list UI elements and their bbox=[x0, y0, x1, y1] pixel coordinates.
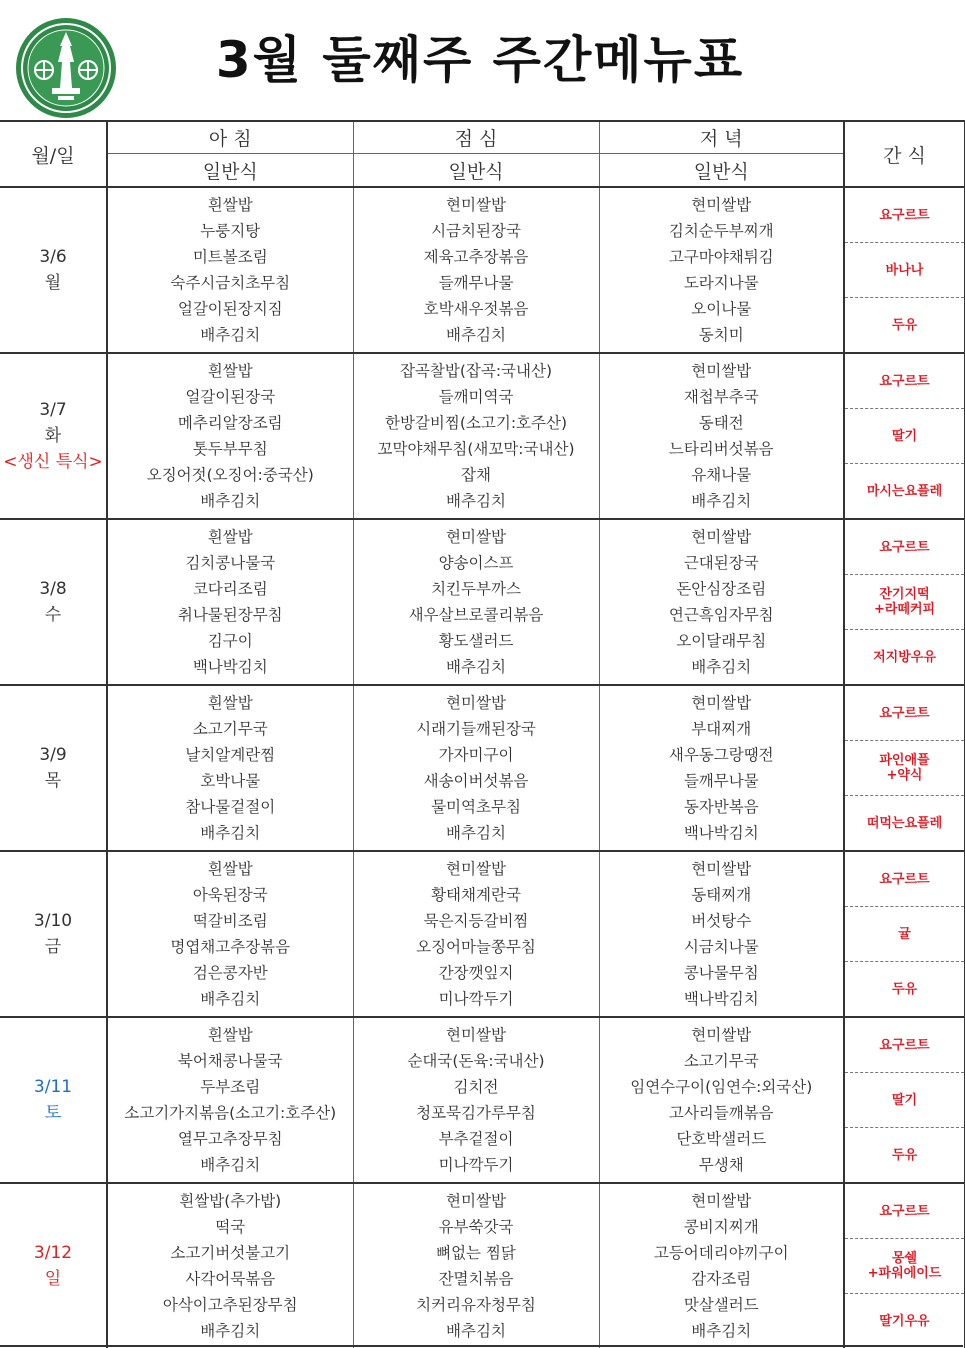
lunch-menu-item: 잡곡찰밥(잡곡:국내산) bbox=[399, 362, 553, 380]
snack-cell bbox=[844, 851, 965, 1017]
breakfast-menu-cell bbox=[107, 1017, 353, 1183]
breakfast-menu-cell bbox=[107, 519, 353, 685]
day-row bbox=[0, 1017, 965, 1183]
breakfast-menu-item: 얼갈이된장지짐 bbox=[177, 300, 283, 318]
dinner-menu-item: 무생채 bbox=[698, 1156, 744, 1174]
day-row bbox=[0, 1183, 965, 1348]
dinner-menu-item: 근대된장국 bbox=[683, 554, 759, 572]
dinner-menu-item: 백나박김치 bbox=[683, 990, 759, 1008]
breakfast-menu-item: 배추김치 bbox=[200, 1156, 261, 1174]
breakfast-menu-item: 김치콩나물국 bbox=[185, 554, 276, 572]
dinner-menu-item: 현미쌀밥 bbox=[691, 694, 752, 712]
table-bottom-border bbox=[0, 1345, 963, 1347]
snack-item bbox=[845, 520, 964, 574]
snack-label: 요구르트 bbox=[879, 1203, 930, 1219]
breakfast-menu-item: 배추김치 bbox=[200, 492, 261, 510]
lunch-menu-item: 김치전 bbox=[453, 1078, 499, 1096]
day-date-cell bbox=[0, 353, 107, 519]
snack-label: 요구르트 bbox=[879, 871, 930, 887]
breakfast-menu-item: 명엽채고추장볶음 bbox=[170, 938, 291, 956]
snack-label: 두유 bbox=[891, 981, 918, 997]
dinner-menu-item: 현미쌀밥 bbox=[691, 1192, 752, 1210]
lunch-menu-item: 뼈없는 찜닭 bbox=[436, 1244, 516, 1262]
lunch-menu-item: 새송이버섯볶음 bbox=[423, 772, 529, 790]
breakfast-menu-item: 아삭이고추된장무침 bbox=[162, 1296, 298, 1314]
breakfast-menu-item: 얼갈이된장국 bbox=[185, 388, 276, 406]
dinner-menu-item: 재첩부추국 bbox=[683, 388, 759, 406]
dinner-menu-cell bbox=[599, 685, 844, 851]
day-date-cell bbox=[0, 1183, 107, 1348]
day-weekday: 토 bbox=[44, 1103, 62, 1123]
snack-item bbox=[845, 463, 964, 518]
lunch-menu-item: 청포묵김가루무침 bbox=[416, 1104, 536, 1122]
breakfast-menu-item: 떡갈비조림 bbox=[192, 912, 268, 930]
lunch-menu-item: 치킨두부까스 bbox=[431, 580, 521, 598]
lunch-menu-item: 시금치된장국 bbox=[431, 222, 521, 240]
dinner-menu-item: 동치미 bbox=[698, 326, 744, 344]
lunch-menu-item: 배추김치 bbox=[446, 492, 506, 510]
lunch-type: 일반식 bbox=[353, 154, 599, 188]
snack-item bbox=[845, 408, 964, 463]
snack-item bbox=[845, 852, 964, 906]
emblem-logo-icon bbox=[14, 16, 118, 120]
breakfast-menu-item: 아욱된장국 bbox=[192, 886, 268, 904]
snack-cell bbox=[844, 1183, 965, 1348]
date-header: 월/일 bbox=[0, 121, 107, 187]
breakfast-menu-item: 흰쌀밥(추가밥) bbox=[179, 1192, 282, 1210]
lunch-menu-item: 잔멸치볶음 bbox=[438, 1270, 514, 1288]
lunch-menu-item: 묵은지등갈비찜 bbox=[423, 912, 529, 930]
snack-label: 요구르트 bbox=[879, 539, 930, 555]
lunch-menu-item: 오징어마늘쫑무침 bbox=[416, 938, 536, 956]
snack-label: 요구르트 bbox=[879, 705, 930, 721]
lunch-menu-item: 새우살브로콜리볶음 bbox=[408, 606, 544, 624]
day-weekday: 목 bbox=[44, 771, 62, 791]
breakfast-menu-item: 사각어묵볶음 bbox=[185, 1270, 276, 1288]
dinner-menu-item: 배추김치 bbox=[691, 658, 752, 676]
snack-label: 마시는요플레 bbox=[866, 483, 943, 499]
breakfast-menu-item: 날치알계란찜 bbox=[185, 746, 276, 764]
snack-item bbox=[845, 629, 964, 684]
breakfast-menu-item: 코다리조림 bbox=[192, 580, 268, 598]
dinner-menu-item: 고등어데리야끼구이 bbox=[653, 1244, 789, 1262]
lunch-menu-item: 한방갈비찜(소고기:호주산) bbox=[384, 414, 568, 432]
breakfast-menu-item: 누룽지탕 bbox=[200, 222, 261, 240]
lunch-menu-cell bbox=[353, 851, 599, 1017]
snack-item bbox=[845, 1184, 964, 1238]
day-row bbox=[0, 851, 965, 1017]
dinner-menu-cell bbox=[599, 1017, 844, 1183]
snack-label: 바나나 bbox=[885, 262, 924, 278]
lunch-menu-item: 부추겉절이 bbox=[438, 1130, 514, 1148]
snack-cell bbox=[844, 1017, 965, 1183]
breakfast-menu-cell bbox=[107, 353, 353, 519]
day-date: 3/6 bbox=[39, 247, 67, 267]
dinner-menu-item: 김치순두부찌개 bbox=[668, 222, 774, 240]
lunch-menu-item: 시래기들깨된장국 bbox=[416, 720, 536, 738]
breakfast-menu-cell bbox=[107, 851, 353, 1017]
snack-label: 딸기우유 bbox=[879, 1313, 930, 1329]
lunch-menu-item: 물미역초무침 bbox=[431, 798, 521, 816]
dinner-menu-item: 들깨무나물 bbox=[683, 772, 759, 790]
lunch-menu-item: 들깨무나물 bbox=[438, 274, 514, 292]
dinner-menu-item: 오이달래무침 bbox=[676, 632, 767, 650]
breakfast-menu-cell bbox=[107, 1183, 353, 1348]
snack-cell bbox=[844, 519, 965, 685]
lunch-menu-item: 제육고추장볶음 bbox=[423, 248, 529, 266]
snack-label: 몽쉘 +파워에이드 bbox=[867, 1251, 942, 1281]
breakfast-menu-cell bbox=[107, 685, 353, 851]
lunch-menu-item: 간장깻잎지 bbox=[438, 964, 514, 982]
lunch-menu-cell bbox=[353, 1183, 599, 1348]
dinner-menu-item: 배추김치 bbox=[691, 1322, 752, 1340]
snack-item bbox=[845, 1293, 964, 1348]
day-weekday: 금 bbox=[44, 937, 62, 957]
snack-item bbox=[845, 354, 964, 408]
dinner-menu-cell bbox=[599, 519, 844, 685]
snack-cell bbox=[844, 353, 965, 519]
dinner-menu-item: 소고기무국 bbox=[683, 1052, 759, 1070]
snack-cell bbox=[844, 685, 965, 851]
lunch-menu-cell bbox=[353, 1017, 599, 1183]
day-weekday: 월 bbox=[44, 273, 62, 293]
dinner-menu-cell bbox=[599, 1183, 844, 1348]
lunch-menu-item: 현미쌀밥 bbox=[446, 860, 506, 878]
lunch-menu-item: 꼬막야채무침(새꼬막:국내산) bbox=[377, 440, 575, 458]
dinner-menu-cell bbox=[599, 187, 844, 353]
lunch-menu-item: 배추김치 bbox=[446, 658, 506, 676]
breakfast-menu-item: 배추김치 bbox=[200, 1322, 261, 1340]
dinner-menu-cell bbox=[599, 851, 844, 1017]
dinner-menu-item: 동태찌개 bbox=[691, 886, 752, 904]
snack-item bbox=[845, 188, 964, 242]
dinner-menu-item: 단호박샐러드 bbox=[676, 1130, 767, 1148]
day-row bbox=[0, 187, 965, 353]
dinner-menu-item: 오이나물 bbox=[691, 300, 752, 318]
day-weekday: 일 bbox=[44, 1269, 62, 1289]
snack-item bbox=[845, 1018, 964, 1072]
lunch-menu-item: 황태채계란국 bbox=[431, 886, 521, 904]
breakfast-menu-item: 김구이 bbox=[207, 632, 253, 650]
snack-item bbox=[845, 1238, 964, 1293]
breakfast-menu-item: 떡국 bbox=[215, 1218, 246, 1236]
lunch-menu-cell bbox=[353, 685, 599, 851]
snack-label: 파인애플 +약식 bbox=[879, 753, 930, 783]
snack-item bbox=[845, 242, 964, 297]
dinner-menu-item: 배추김치 bbox=[691, 492, 752, 510]
breakfast-type: 일반식 bbox=[107, 154, 353, 188]
snack-label: 요구르트 bbox=[879, 1037, 930, 1053]
breakfast-header: 아 침 bbox=[107, 121, 353, 154]
day-weekday: 수 bbox=[44, 605, 62, 625]
snack-label: 두유 bbox=[891, 317, 918, 333]
breakfast-menu-item: 숙주시금치초무침 bbox=[170, 274, 291, 292]
snack-header: 간 식 bbox=[844, 121, 965, 187]
lunch-menu-item: 치커리유자청무침 bbox=[416, 1296, 536, 1314]
lunch-menu-item: 가자미구이 bbox=[438, 746, 514, 764]
lunch-menu-item: 미나깍두기 bbox=[438, 1156, 514, 1174]
dinner-menu-item: 부대찌개 bbox=[691, 720, 752, 738]
breakfast-menu-item: 흰쌀밥 bbox=[207, 860, 253, 878]
snack-item bbox=[845, 686, 964, 740]
lunch-menu-item: 유부쑥갓국 bbox=[438, 1218, 514, 1236]
dinner-menu-item: 도라지나물 bbox=[683, 274, 759, 292]
dinner-menu-item: 동자반복음 bbox=[683, 798, 759, 816]
breakfast-menu-item: 열무고추장무침 bbox=[177, 1130, 283, 1148]
dinner-menu-item: 연근흑임자무침 bbox=[668, 606, 774, 624]
lunch-menu-cell bbox=[353, 187, 599, 353]
breakfast-menu-item: 흰쌀밥 bbox=[207, 528, 253, 546]
breakfast-menu-item: 톳두부무침 bbox=[192, 440, 268, 458]
snack-label: 요구르트 bbox=[879, 373, 930, 389]
snack-cell bbox=[844, 187, 965, 353]
page-title: 3월 둘째주 주간메뉴표 bbox=[215, 31, 745, 89]
lunch-menu-item: 현미쌀밥 bbox=[446, 694, 506, 712]
breakfast-menu-item: 흰쌀밥 bbox=[207, 196, 253, 214]
lunch-menu-item: 배추김치 bbox=[446, 326, 506, 344]
breakfast-menu-item: 흰쌀밥 bbox=[207, 362, 253, 380]
day-date-cell bbox=[0, 685, 107, 851]
dinner-menu-item: 현미쌀밥 bbox=[691, 528, 752, 546]
lunch-menu-item: 현미쌀밥 bbox=[446, 196, 506, 214]
snack-item bbox=[845, 906, 964, 961]
lunch-menu-item: 미나깍두기 bbox=[438, 990, 514, 1008]
snack-item bbox=[845, 297, 964, 352]
day-date: 3/10 bbox=[33, 911, 73, 931]
day-weekday: 화 bbox=[44, 426, 62, 446]
dinner-menu-item: 현미쌀밥 bbox=[691, 1026, 752, 1044]
day-date-cell bbox=[0, 519, 107, 685]
snack-item bbox=[845, 574, 964, 629]
day-row bbox=[0, 519, 965, 685]
snack-label: 귤 bbox=[898, 926, 911, 942]
snack-item bbox=[845, 1127, 964, 1182]
lunch-menu-cell bbox=[353, 353, 599, 519]
dinner-menu-item: 느타리버섯볶음 bbox=[668, 440, 774, 458]
breakfast-menu-item: 참나물겉절이 bbox=[185, 798, 276, 816]
snack-item bbox=[845, 795, 964, 850]
dinner-menu-item: 동태전 bbox=[698, 414, 744, 432]
lunch-menu-item: 호박새우젓볶음 bbox=[423, 300, 529, 318]
lunch-menu-item: 배추김치 bbox=[446, 1322, 506, 1340]
weekly-menu-table bbox=[0, 120, 965, 1348]
breakfast-menu-item: 두부조림 bbox=[200, 1078, 261, 1096]
day-row bbox=[0, 353, 965, 519]
lunch-menu-item: 양송이스프 bbox=[438, 554, 514, 572]
breakfast-menu-item: 흰쌀밥 bbox=[207, 694, 253, 712]
snack-item bbox=[845, 961, 964, 1016]
breakfast-menu-item: 배추김치 bbox=[200, 990, 261, 1008]
dinner-menu-item: 콩비지찌개 bbox=[683, 1218, 759, 1236]
breakfast-menu-item: 백나박김치 bbox=[192, 658, 268, 676]
breakfast-menu-cell bbox=[107, 187, 353, 353]
day-date-cell bbox=[0, 187, 107, 353]
dinner-menu-item: 고사리들깨볶음 bbox=[668, 1104, 774, 1122]
lunch-menu-item: 잡채 bbox=[461, 466, 491, 484]
dinner-menu-item: 시금치나물 bbox=[683, 938, 759, 956]
dinner-menu-item: 감자조림 bbox=[691, 1270, 752, 1288]
dinner-menu-item: 버섯탕수 bbox=[691, 912, 752, 930]
page-header bbox=[0, 0, 965, 120]
dinner-menu-item: 현미쌀밥 bbox=[691, 362, 752, 380]
day-date: 3/11 bbox=[33, 1077, 73, 1097]
snack-item bbox=[845, 1072, 964, 1127]
snack-label: 딸기 bbox=[891, 428, 918, 444]
dinner-menu-cell bbox=[599, 353, 844, 519]
dinner-menu-item: 새우동그랑땡전 bbox=[668, 746, 774, 764]
day-date: 3/12 bbox=[33, 1243, 73, 1263]
breakfast-menu-item: 소고기버섯불고기 bbox=[170, 1244, 291, 1262]
breakfast-menu-item: 북어채콩나물국 bbox=[177, 1052, 283, 1070]
dinner-menu-item: 고구마야채튀김 bbox=[668, 248, 774, 266]
dinner-menu-item: 현미쌀밥 bbox=[691, 860, 752, 878]
lunch-menu-item: 배추김치 bbox=[446, 824, 506, 842]
snack-label: 저지방우유 bbox=[873, 649, 936, 665]
dinner-menu-item: 유채나물 bbox=[691, 466, 752, 484]
day-date: 3/7 bbox=[39, 400, 67, 420]
dinner-menu-item: 맛살샐러드 bbox=[683, 1296, 759, 1314]
lunch-menu-item: 들깨미역국 bbox=[438, 388, 514, 406]
day-special-note: <생신 특식> bbox=[3, 452, 103, 472]
breakfast-menu-item: 취나물된장무침 bbox=[177, 606, 283, 624]
breakfast-menu-item: 메추리알장조림 bbox=[177, 414, 283, 432]
dinner-menu-item: 임연수구이(임연수:외국산) bbox=[630, 1078, 813, 1096]
breakfast-menu-item: 소고기무국 bbox=[192, 720, 268, 738]
day-date: 3/8 bbox=[39, 579, 67, 599]
breakfast-menu-item: 호박나물 bbox=[200, 772, 261, 790]
dinner-menu-item: 현미쌀밥 bbox=[691, 196, 752, 214]
breakfast-menu-item: 미트볼조림 bbox=[192, 248, 268, 266]
breakfast-menu-item: 소고기가지볶음(소고기:호주산) bbox=[124, 1104, 337, 1122]
dinner-menu-item: 백나박김치 bbox=[683, 824, 759, 842]
breakfast-menu-item: 배추김치 bbox=[200, 824, 261, 842]
day-date-cell bbox=[0, 851, 107, 1017]
snack-label: 떠먹는요플레 bbox=[866, 815, 943, 831]
snack-label: 요구르트 bbox=[879, 207, 930, 223]
lunch-menu-item: 현미쌀밥 bbox=[446, 1026, 506, 1044]
snack-item bbox=[845, 740, 964, 795]
dinner-menu-item: 돈안심장조림 bbox=[676, 580, 767, 598]
dinner-menu-item: 콩나물무침 bbox=[683, 964, 759, 982]
breakfast-menu-item: 흰쌀밥 bbox=[207, 1026, 253, 1044]
lunch-menu-item: 현미쌀밥 bbox=[446, 1192, 506, 1210]
lunch-menu-item: 황도샐러드 bbox=[438, 632, 514, 650]
day-date-cell bbox=[0, 1017, 107, 1183]
snack-label: 잔기지떡 +라떼커피 bbox=[873, 587, 936, 617]
dinner-header: 저 녁 bbox=[599, 121, 844, 154]
breakfast-menu-item: 오징어젓(오징어:중국산) bbox=[146, 466, 314, 484]
snack-label: 두유 bbox=[891, 1147, 918, 1163]
lunch-header: 점 심 bbox=[353, 121, 599, 154]
lunch-menu-item: 순대국(돈육:국내산) bbox=[407, 1052, 545, 1070]
snack-label: 딸기 bbox=[891, 1092, 918, 1108]
day-date: 3/9 bbox=[39, 745, 67, 765]
lunch-menu-cell bbox=[353, 519, 599, 685]
dinner-type: 일반식 bbox=[599, 154, 844, 188]
breakfast-menu-item: 검은콩자반 bbox=[192, 964, 268, 982]
breakfast-menu-item: 배추김치 bbox=[200, 326, 261, 344]
day-row bbox=[0, 685, 965, 851]
lunch-menu-item: 현미쌀밥 bbox=[446, 528, 506, 546]
